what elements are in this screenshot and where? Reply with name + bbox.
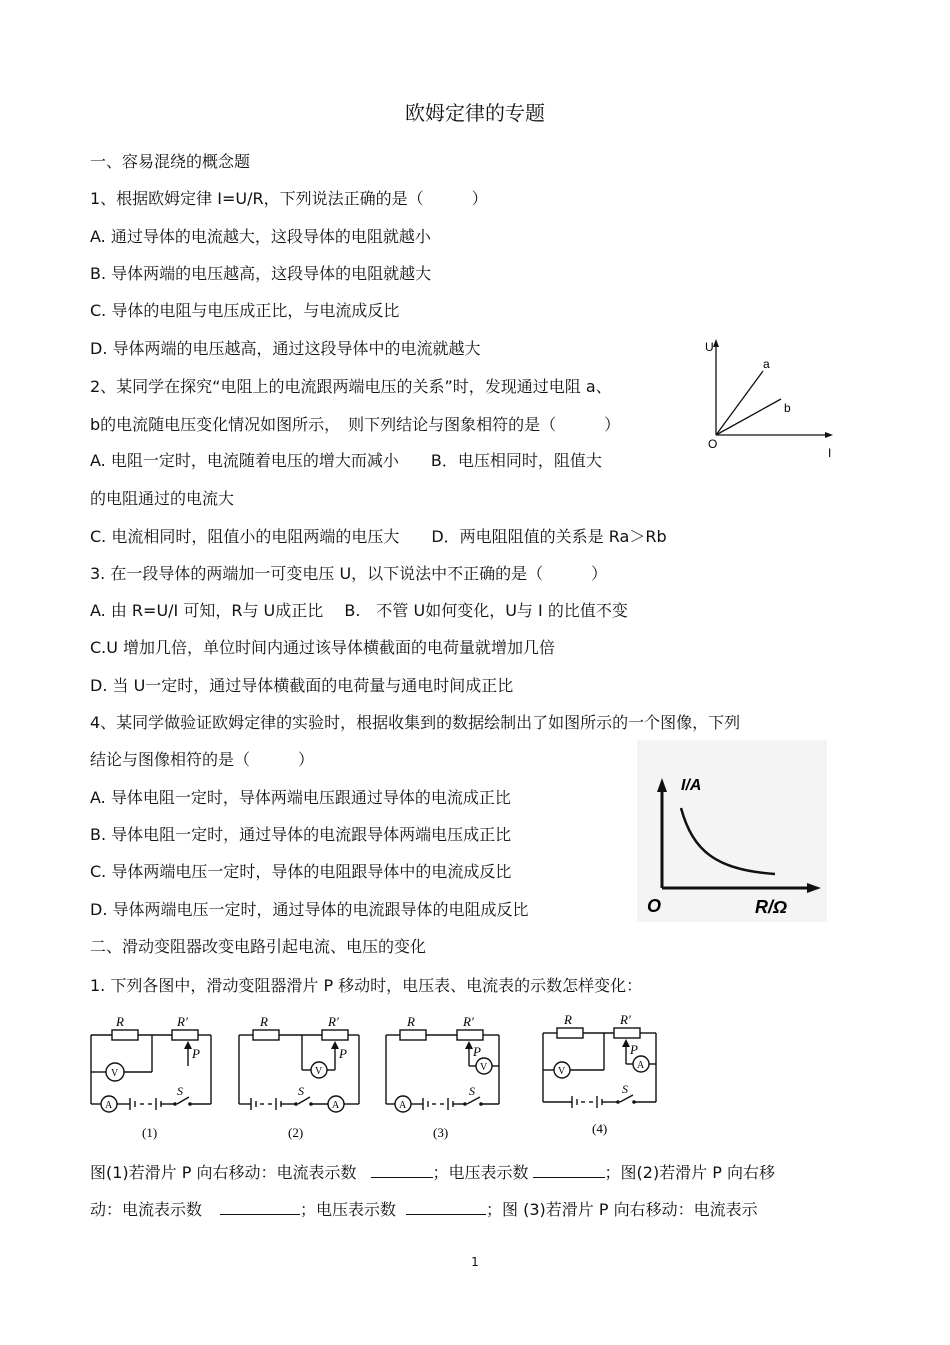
y-axis-label: U	[705, 340, 714, 354]
fill2-part-b: ；电压表示数	[300, 1200, 397, 1219]
ammeter-label: A	[105, 1100, 113, 1111]
section-heading-2: 二、滑动变阻器改变电路引起电流、电压的变化	[90, 937, 427, 956]
answer-blank-circuit1-current[interactable]	[371, 1163, 433, 1178]
s2-q1-stem: 1. 下列各图中，滑动变阻器滑片 P 移动时，电压表、电流表的示数怎样变化：	[90, 976, 643, 995]
q2-options-cd: C. 电流相同时，阻值小的电阻两端的电压大 D．两电阻阻值的关系是 Ra＞Rb	[90, 527, 667, 546]
voltmeter-label: V	[315, 1066, 323, 1077]
fill1-part-b: ；电压表示数	[432, 1163, 529, 1182]
q4-option-d: D. 导体两端电压一定时，通过导体的电流跟导体的电阻成反比	[90, 900, 529, 919]
resistor-label: R	[116, 1014, 124, 1029]
circuit-caption: (3)	[433, 1125, 449, 1140]
y-axis-label: I/A	[681, 777, 702, 794]
q1-option-c: C. 导体的电阻与电压成正比，与电流成反比	[90, 301, 400, 320]
line-a-label: a	[763, 357, 770, 371]
x-axis-label: R/Ω	[755, 897, 788, 917]
switch-label: S	[177, 1084, 183, 1098]
q3-options-ab: A. 由 R=U/I 可知，R与 U成正比 B. 不管 U如何变化，U与 I 的比值不变	[90, 601, 628, 620]
origin-label: O	[708, 437, 718, 451]
x-axis-arrow	[825, 432, 833, 438]
y-axis-arrow	[713, 339, 719, 347]
answer-blank-circuit2-current[interactable]	[220, 1200, 300, 1215]
fill1-part-c: ；图(2)若滑片 P 向右移	[604, 1163, 776, 1182]
slider-label: P	[473, 1044, 481, 1059]
ammeter-label: A	[637, 1060, 645, 1071]
circuit-diagram-3	[377, 1008, 517, 1146]
q3-option-c: C.U 增加几倍，单位时间内通过该导体横截面的电荷量就增加几倍	[90, 638, 556, 657]
circuit-diagram-1	[82, 1008, 222, 1146]
answer-blank-circuit1-voltage[interactable]	[533, 1163, 605, 1178]
q2-stem-line2: b的电流随电压变化情况如图所示， 则下列结论与图象相符的是（ ）	[90, 415, 621, 434]
q2-stem-line1: 2、某同学在探究“电阻上的电流跟两端电压的关系”时，发现通过电阻 a、	[90, 377, 612, 396]
q4-ir-graph	[637, 740, 827, 922]
switch-label: S	[469, 1084, 475, 1098]
q2-options-ab: A. 电阻一定时，电流随着电压的增大而减小 B．电压相同时，阻值大	[90, 451, 602, 470]
q1-option-d: D. 导体两端的电压越高，通过这段导体中的电流就越大	[90, 339, 481, 358]
fill-line-1	[90, 1163, 775, 1183]
x-axis-label: I	[828, 446, 832, 460]
page-number: 1	[471, 1255, 479, 1269]
resistor-label: R	[564, 1012, 572, 1027]
q4-option-a: A. 导体电阻一定时，导体两端电压跟通过导体的电流成正比	[90, 788, 511, 807]
circuit-diagram-2	[230, 1008, 370, 1146]
slider-label: P	[630, 1042, 638, 1057]
rheostat-label: R′	[620, 1012, 631, 1027]
resistor-label: R	[260, 1014, 268, 1029]
ammeter-label: A	[399, 1100, 407, 1111]
graph-background	[637, 740, 827, 922]
q1-option-b: B. 导体两端的电压越高，这段导体的电阻就越大	[90, 264, 432, 283]
rheostat-label: R′	[463, 1014, 474, 1029]
fill2-part-a: 动：电流表示数	[90, 1200, 203, 1219]
circuit-caption: (4)	[592, 1121, 608, 1136]
rheostat-label: R′	[177, 1014, 188, 1029]
line-b	[716, 399, 781, 435]
slider-label: P	[339, 1046, 347, 1061]
fill2-part-c: ；图 (3)若滑片 P 向右移动：电流表示	[486, 1200, 758, 1219]
circuit-caption: (2)	[288, 1125, 304, 1140]
q3-option-d: D. 当 U一定时，通过导体横截面的电荷量与通电时间成正比	[90, 676, 514, 695]
q4-option-c: C. 导体两端电压一定时，导体的电阻跟导体中的电流成反比	[90, 862, 512, 881]
q2-options-ab-cont: 的电阻通过的电流大	[90, 489, 235, 508]
switch-label: S	[622, 1082, 628, 1096]
voltmeter-label: V	[480, 1062, 488, 1073]
q4-stem-line2: 结论与图像相符的是（ ）	[90, 750, 315, 769]
slider-label: P	[192, 1046, 200, 1061]
voltmeter-label: V	[558, 1066, 566, 1077]
rheostat-label: R′	[328, 1014, 339, 1029]
q1-stem: 1、根据欧姆定律 I=U/R，下列说法正确的是（ ）	[90, 189, 488, 208]
q2-ui-graph	[695, 335, 845, 465]
section-heading-1: 一、容易混绕的概念题	[90, 152, 251, 171]
switch-label: S	[298, 1084, 304, 1098]
q4-option-b: B. 导体电阻一定时，通过导体的电流跟导体两端电压成正比	[90, 825, 512, 844]
voltmeter-label: V	[111, 1068, 119, 1079]
answer-blank-circuit2-voltage[interactable]	[406, 1200, 486, 1215]
page-title: 欧姆定律的专题	[405, 101, 545, 125]
circuit-caption: (1)	[142, 1125, 158, 1140]
fill-line-2	[90, 1200, 758, 1220]
resistor-label: R	[407, 1014, 415, 1029]
line-b-label: b	[784, 401, 791, 415]
circuit-diagram-4	[534, 1006, 674, 1144]
q4-stem-line1: 4、某同学做验证欧姆定律的实验时，根据收集到的数据绘制出了如图所示的一个图像，下列	[90, 713, 741, 732]
fill1-part-a: 图(1)若滑片 P 向右移动：电流表示数	[90, 1163, 357, 1182]
q1-option-a: A. 通过导体的电流越大，这段导体的电阻就越小	[90, 227, 431, 246]
q3-stem: 3. 在一段导体的两端加一可变电压 U，以下说法中不正确的是（ ）	[90, 564, 608, 583]
ammeter-label: A	[332, 1100, 340, 1111]
line-a	[716, 371, 763, 435]
origin-label: O	[647, 896, 662, 916]
